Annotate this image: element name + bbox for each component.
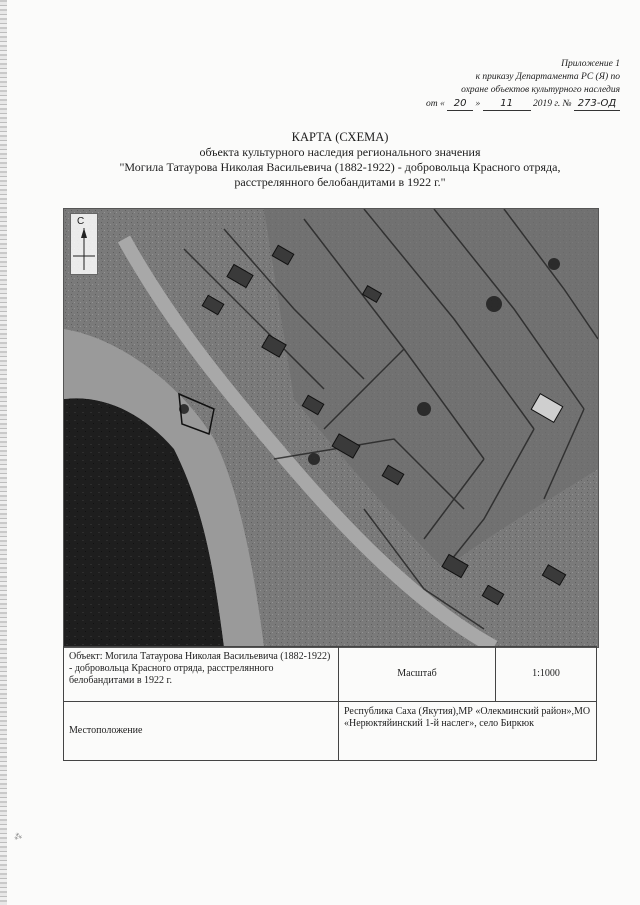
- appendix-date-line: [400, 97, 620, 111]
- satellite-image: [64, 209, 598, 647]
- compass: [70, 213, 98, 275]
- title-object-name-2: расстрелянного белобандитами в 1922 г.": [234, 175, 446, 189]
- satellite-map: [63, 208, 599, 648]
- table-row: [64, 702, 597, 761]
- scale-label: Масштаб: [339, 647, 496, 702]
- date-day: 20: [447, 97, 473, 111]
- scan-edge: [0, 0, 7, 905]
- title-object-name-1: "Могила Татаурова Николая Васильевича (1882-1922) - добровольца Красного отряда,: [119, 160, 561, 174]
- appendix-line-3: охране объектов культурного наследия: [461, 85, 620, 95]
- appendix-line-1: Приложение 1: [561, 59, 620, 69]
- info-table: [63, 646, 597, 761]
- order-number: 273-ОД: [574, 97, 620, 111]
- date-mid: »: [475, 99, 481, 109]
- date-prefix: от «: [425, 99, 445, 109]
- location-label: Местоположение: [64, 702, 339, 761]
- stamp-mark: ⁂: [12, 831, 24, 842]
- scale-value: 1:1000: [496, 647, 597, 702]
- location-value: Республика Саха (Якутия),МР «Олекминский район»,МО «Нерюктяйинский 1-й наслег», село Биркюк: [339, 702, 597, 761]
- map-title: КАРТА (СХЕМА): [291, 130, 389, 144]
- title-subtitle: объекта культурного наследия регионального значения: [199, 145, 481, 159]
- appendix-line-2: к приказу Департамента РС (Я) по: [475, 72, 620, 82]
- compass-north-letter: С: [77, 216, 85, 227]
- appendix-header: [400, 58, 620, 111]
- date-year: 2019 г. №: [532, 99, 572, 109]
- date-month: 11: [483, 97, 531, 111]
- object-cell: Объект: Могила Татаурова Николая Васильевича (1882-1922) - добровольца Красного отряда, расстрелянного белобандитами в 1922 г.: [64, 647, 339, 702]
- title-block: [60, 130, 620, 190]
- table-row: [64, 647, 597, 702]
